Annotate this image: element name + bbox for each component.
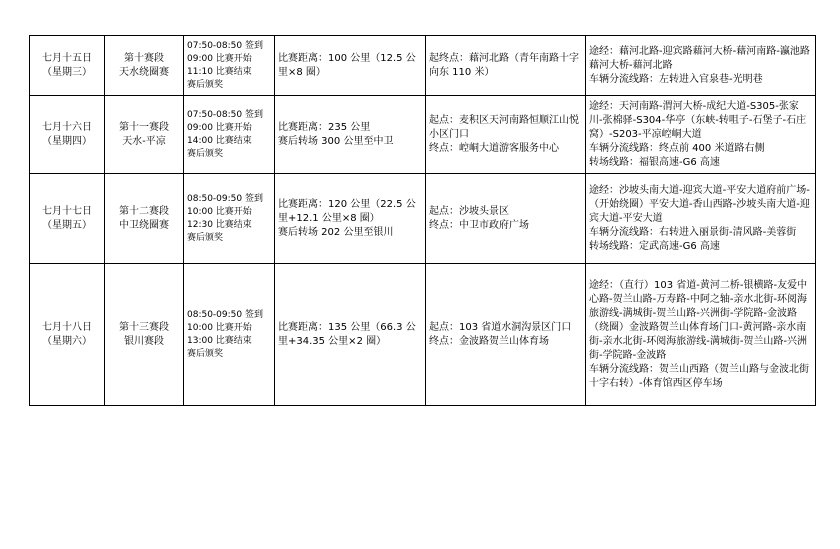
time-line: 09:00 比赛开始 (187, 53, 252, 64)
route-line: 途经：沙坡头南大道-迎宾大道-平安大道府前广场-（开始绕圈）平安大道-香山西路-沙坡头南大道-迎宾大道-平安大道 (589, 184, 810, 224)
endpoint-line: 起点：麦积区天河南路恒顺江山悦小区门口 (429, 114, 579, 140)
endpoints-cell (426, 174, 586, 264)
time-line: 12:30 比赛结束 (187, 219, 252, 230)
stage-cell (105, 36, 184, 96)
date-cell (30, 264, 105, 406)
stage-cell (105, 264, 184, 406)
schedule-body (30, 36, 816, 406)
distance-line: 比赛距离：120 公里（22.5 公里+12.1 公里×8 圈） (278, 198, 416, 224)
date-cell (30, 96, 105, 174)
date-text: 七月十五日 (42, 52, 92, 64)
time-line: 10:00 比赛开始 (187, 322, 252, 333)
time-line: 10:00 比赛开始 (187, 206, 252, 217)
route-line: 转场线路：福银高速-G6 高速 (589, 156, 720, 168)
time-cell (184, 96, 275, 174)
route-line: 途经：藉河北路-迎宾路藉河大桥-藉河南路-瀛池路藉河大桥-藉河北路 (589, 45, 810, 71)
endpoint-line: 起点：沙坡头景区 (429, 205, 509, 217)
route-line: （绕圈）金波路贺兰山体育场门口-黄河路-亲水南街-亲水北街-环阅海旅游线-满城街-贺兰山路-兴洲街-学院路-金波路 (589, 321, 808, 361)
distance-line: 比赛距离：100 公里（12.5 公里×8 圈） (278, 52, 416, 78)
stage-cell (105, 96, 184, 174)
distance-line: 赛后转场 202 公里至银川 (278, 226, 394, 238)
stage-name: 中卫绕圈赛 (119, 219, 169, 231)
endpoints-cell (426, 36, 586, 96)
stage-cell (105, 174, 184, 264)
route-line: 车辆分流线路：终点前 400 米道路右侧 (589, 142, 765, 154)
date-text: 七月十八日 (42, 321, 92, 333)
distance-line: 比赛距离：235 公里 (278, 121, 371, 133)
endpoint-line: 终点：金波路贺兰山体育场 (429, 335, 549, 347)
time-line: 赛后颁奖 (187, 232, 224, 243)
route-line: 转场线路：定武高速-G6 高速 (589, 240, 720, 252)
time-cell (184, 36, 275, 96)
distance-line: 比赛距离：135 公里（66.3 公里+34.35 公里×2 圈） (278, 321, 416, 347)
date-cell (30, 36, 105, 96)
stage-number: 第十三赛段 (119, 321, 169, 333)
time-line: 13:00 比赛结束 (187, 335, 252, 346)
route-line: 途经：（直行）103 省道-黄河二桥-银横路-友爱中心路-贺兰山路-万寿路-中阿之轴-亲水北街-环阅海旅游线-满城街-贺兰山路-兴洲街-学院路-金波路 (589, 279, 808, 319)
distance-cell (275, 96, 426, 174)
time-line: 07:50-08:50 签到 (187, 40, 263, 51)
stage-number: 第十一赛段 (119, 121, 169, 133)
schedule-table (29, 35, 816, 406)
route-line: 车辆分流线路：左转进入官泉巷-光明巷 (589, 73, 763, 85)
distance-cell (275, 264, 426, 406)
time-cell (184, 264, 275, 406)
stage-number: 第十二赛段 (119, 205, 169, 217)
time-line: 08:50-09:50 签到 (187, 193, 263, 204)
stage-row (30, 96, 816, 174)
stage-number: 第十赛段 (124, 52, 164, 64)
distance-cell (275, 36, 426, 96)
stage-row (30, 36, 816, 96)
endpoints-cell (426, 264, 586, 406)
route-cell (586, 264, 816, 406)
time-line: 14:00 比赛结束 (187, 135, 252, 146)
distance-cell (275, 174, 426, 264)
distance-line: 赛后转场 300 公里至中卫 (278, 135, 394, 147)
weekday-text: （星期三） (42, 66, 92, 78)
route-cell (586, 36, 816, 96)
time-line: 赛后颁奖 (187, 79, 224, 90)
stage-name: 天水绕圈赛 (119, 66, 169, 78)
weekday-text: （星期四） (42, 135, 92, 147)
weekday-text: （星期五） (42, 219, 92, 231)
stage-name: 天水-平凉 (122, 135, 166, 147)
time-line: 08:50-09:50 签到 (187, 309, 263, 320)
endpoint-line: 起点：103 省道水洞沟景区门口 (429, 321, 572, 333)
endpoint-line: 起终点：藉河北路（青年南路十字向东 110 米） (429, 52, 579, 78)
route-line: 途经：天河南路-渭河大桥-成纪大道-S305-张家川-张棉驿-S304-华亭（东峡-转咀子-石堡子-石庄窝）-S203-平凉崆峒大道 (589, 100, 807, 140)
route-cell (586, 96, 816, 174)
route-line: 车辆分流线路：右转进入丽景街-清风路-美蓉街 (589, 226, 797, 238)
endpoints-cell (426, 96, 586, 174)
endpoint-line: 终点：崆峒大道游客服务中心 (429, 142, 559, 154)
time-cell (184, 174, 275, 264)
time-line: 赛后颁奖 (187, 348, 224, 359)
time-line: 11:10 比赛结束 (187, 66, 252, 77)
weekday-text: （星期六） (42, 335, 92, 347)
stage-name: 银川赛段 (124, 335, 164, 347)
date-cell (30, 174, 105, 264)
date-text: 七月十六日 (42, 121, 92, 133)
stage-row (30, 264, 816, 406)
date-text: 七月十七日 (42, 205, 92, 217)
stage-row (30, 174, 816, 264)
time-line: 09:00 比赛开始 (187, 122, 252, 133)
route-cell (586, 174, 816, 264)
time-line: 07:50-08:50 签到 (187, 109, 263, 120)
time-line: 赛后颁奖 (187, 148, 224, 159)
endpoint-line: 终点：中卫市政府广场 (429, 219, 529, 231)
route-line: 车辆分流线路：贺兰山西路（贺兰山路与金波北街十字右转）-体育馆西区停车场 (589, 363, 809, 389)
